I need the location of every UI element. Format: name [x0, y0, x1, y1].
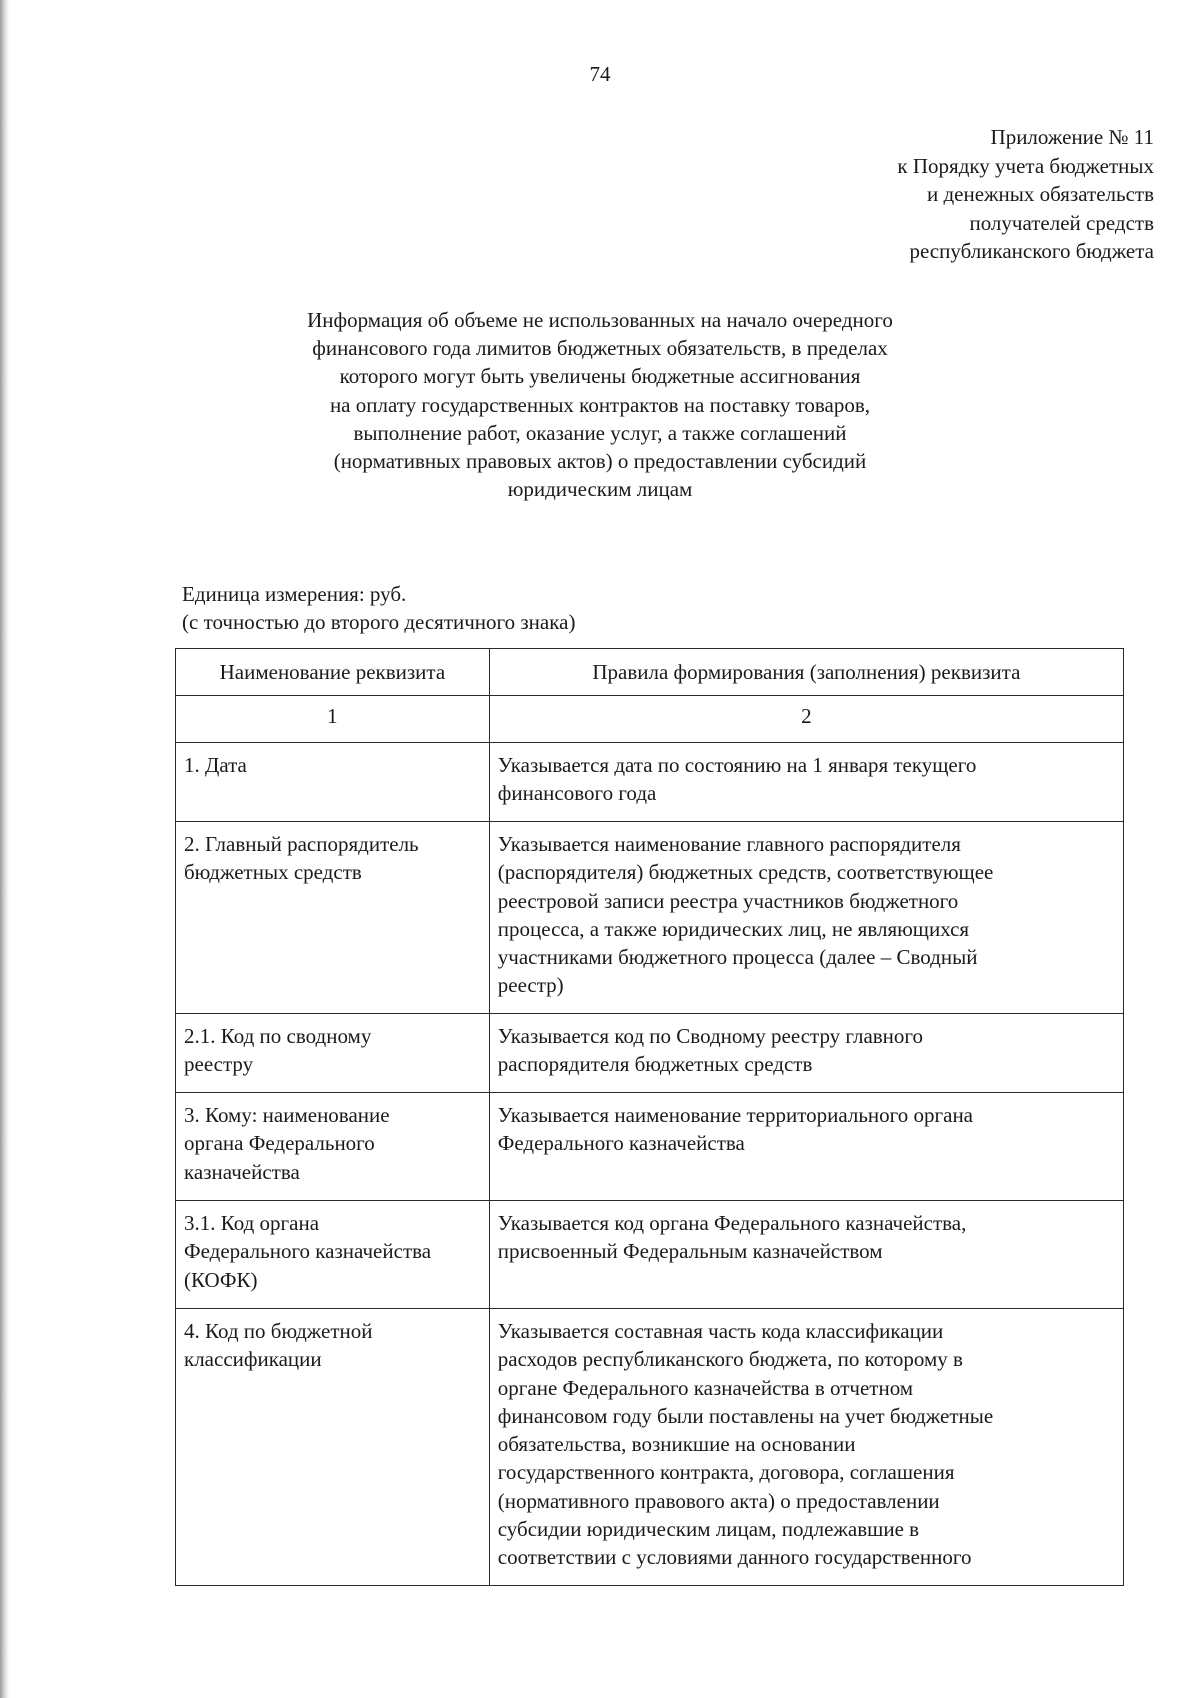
column-number: 1 [176, 696, 490, 743]
requisite-name-cell [176, 1014, 490, 1093]
cell-line: расходов республиканского бюджета, по которому в [497, 1347, 963, 1372]
cell-line: присвоенный Федеральным казначейством [497, 1239, 883, 1264]
title-line: финансового года лимитов бюджетных обязательств, в пределах [312, 336, 888, 361]
cell-line: реестру [184, 1052, 254, 1077]
table-header-row [176, 649, 1124, 696]
cell-line: финансовом году были поставлены на учет бюджетные [497, 1403, 994, 1428]
cell-line: 3. Кому: наименование [184, 1103, 390, 1127]
requisite-rule-cell [489, 743, 1123, 822]
appendix-line: к Порядку учета бюджетных [897, 153, 1154, 178]
title-line: которого могут быть увеличены бюджетные ассигнования [339, 364, 861, 389]
appendix-line: и денежных обязательств [926, 182, 1154, 206]
requisite-name-cell [176, 822, 490, 1014]
cell-line: Указывается дата по состоянию на 1 января текущего [497, 753, 977, 777]
cell-line: Федерального казначейства [497, 1131, 745, 1156]
appendix-line: Приложение № 11 [990, 125, 1154, 149]
cell-line: (нормативного правового акта) о предоставлении [497, 1488, 940, 1513]
cell-line: 4. Код по бюджетной [184, 1319, 373, 1343]
cell-line: реестр) [497, 973, 564, 998]
column-number-row [176, 696, 1124, 743]
cell-line: финансового года [497, 781, 657, 806]
cell-line: обязательства, возникшие на основании [497, 1432, 856, 1457]
units-line: Единица измерения: руб. [182, 582, 407, 606]
document-title [0, 306, 1200, 503]
cell-line: Указывается наименование территориального органа [497, 1103, 974, 1127]
title-line: (нормативных правовых актов) о предоставлении субсидий [333, 449, 867, 474]
scan-edge-shadow [0, 0, 9, 1698]
cell-line: (КОФК) [184, 1267, 258, 1292]
appendix-header [897, 123, 1154, 266]
cell-line: процесса, а также юридических лиц, не являющихся [497, 916, 970, 941]
requisite-name-cell [176, 1201, 490, 1309]
table-row [176, 822, 1124, 1014]
requisite-rule-cell [489, 822, 1123, 1014]
cell-line: соответствии с условиями данного государственного [497, 1545, 972, 1570]
requisite-rule-cell [489, 1093, 1123, 1201]
cell-line: классификации [184, 1347, 322, 1372]
cell-line: Указывается составная часть кода классификации [497, 1319, 944, 1343]
cell-line: государственного контракта, договора, соглашения [497, 1460, 955, 1485]
requisite-rule-cell [489, 1309, 1123, 1586]
table-row [176, 1014, 1124, 1093]
cell-line: субсидии юридическим лицам, подлежавшие в [497, 1517, 920, 1542]
cell-line: реестровой записи реестра участников бюджетного [497, 888, 959, 913]
header-requisite-name: Наименование реквизита [176, 649, 490, 696]
table-row [176, 1309, 1124, 1586]
units-note [182, 580, 575, 636]
cell-line: распорядителя бюджетных средств [497, 1052, 813, 1077]
column-number: 2 [489, 696, 1123, 743]
table-row [176, 743, 1124, 822]
header-filling-rules: Правила формирования (заполнения) реквизита [489, 649, 1123, 696]
cell-line: 2. Главный распорядитель [184, 832, 419, 856]
precision-line: (с точностью до второго десятичного знака) [182, 610, 576, 634]
requisite-name-cell [176, 743, 490, 822]
table-row [176, 1201, 1124, 1309]
appendix-line: получателей средств [969, 210, 1154, 235]
cell-line: Указывается код по Сводному реестру главного [497, 1024, 924, 1048]
cell-line: участниками бюджетного процесса (далее – Сводный [497, 945, 978, 970]
cell-line: казначейства [184, 1159, 300, 1184]
page-number: 74 [589, 62, 611, 86]
title-line: Информация об объеме не использованных на начало очередного [307, 308, 893, 332]
cell-line: бюджетных средств [184, 860, 362, 885]
cell-line: Указывается наименование главного распорядителя [497, 832, 961, 856]
cell-line: Федерального казначейства [184, 1239, 432, 1264]
title-line: выполнение работ, оказание услуг, а также соглашений [353, 420, 847, 445]
appendix-line: республиканского бюджета [909, 239, 1154, 263]
cell-line: органе Федерального казначейства в отчетном [497, 1375, 914, 1400]
table-row [176, 1093, 1124, 1201]
title-line: юридическим лицам [507, 477, 693, 502]
requisites-table [175, 648, 1124, 1586]
cell-line: 3.1. Код органа [184, 1211, 320, 1235]
requisite-rule-cell [489, 1014, 1123, 1093]
requisite-name-cell [176, 1309, 490, 1586]
cell-line: 2.1. Код по сводному [184, 1024, 372, 1048]
cell-line: (распорядителя) бюджетных средств, соответствующее [497, 860, 994, 885]
title-line: на оплату государственных контрактов на поставку товаров, [329, 392, 871, 417]
requisite-rule-cell [489, 1201, 1123, 1309]
requisite-name-cell [176, 1093, 490, 1201]
cell-line: Указывается код органа Федерального казначейства, [497, 1211, 967, 1235]
cell-line: 1. Дата [184, 753, 247, 777]
cell-line: органа Федерального [184, 1131, 375, 1156]
